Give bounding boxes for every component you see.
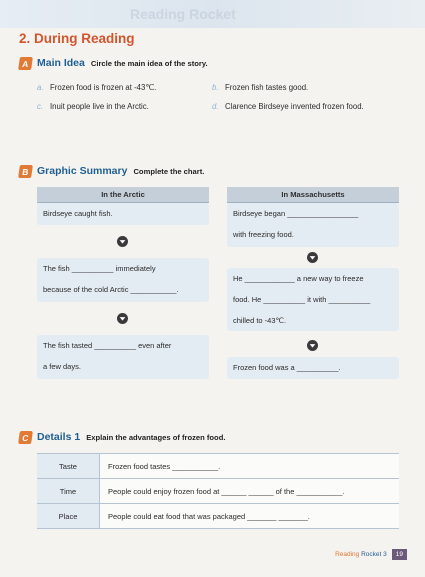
box-line: Birdseye caught fish. <box>43 209 113 218</box>
option-d[interactable] <box>212 102 364 111</box>
page-footer <box>335 549 407 560</box>
table-row <box>37 454 399 479</box>
option-text: Frozen food is frozen at -43℃. <box>50 83 157 92</box>
details-instruction: Explain the advantages of frozen food. <box>86 432 226 442</box>
row-text-answer[interactable]: People could enjoy frozen food at ______ ______ of the ___________. <box>100 479 400 504</box>
option-text: Frozen fish tastes good. <box>225 83 309 92</box>
arrow-down-icon <box>117 313 128 324</box>
box-line: with freezing food. <box>233 230 294 239</box>
option-letter: c. <box>37 102 44 111</box>
box-line: chilled to -43℃. <box>233 316 287 325</box>
row-text-answer[interactable]: People could eat food that was packaged _______ _______. <box>100 504 400 529</box>
main-idea-instruction: Circle the main idea of the story. <box>90 58 208 68</box>
section-badge-c: C <box>18 431 33 444</box>
graphic-summary-title: Graphic Summary <box>37 165 128 177</box>
box-line: The fish tasted __________ even after <box>43 341 172 350</box>
column-header-massachusetts: In Massachusetts <box>227 187 399 203</box>
graphic-summary-heading <box>19 164 204 178</box>
box-line: because of the cold Arctic ___________. <box>43 285 179 294</box>
main-idea-title: Main Idea <box>37 57 85 69</box>
box-line: a few days. <box>43 362 81 371</box>
page-number: 19 <box>392 549 407 560</box>
box-line: food. He __________ it with __________ <box>233 295 371 304</box>
faded-header-text: Reading Rocket <box>130 6 236 22</box>
box-line: Frozen food was a __________. <box>233 363 341 372</box>
page-title: 2. During Reading <box>19 31 135 46</box>
option-letter: d. <box>212 102 219 111</box>
section-badge-a: A <box>18 57 33 70</box>
box-line: The fish __________ immediately <box>43 264 156 273</box>
row-label: Taste <box>37 454 100 479</box>
option-text: Clarence Birdseye invented frozen food. <box>225 102 364 111</box>
book-title <box>335 551 387 558</box>
option-text: Inuit people live in the Arctic. <box>50 102 149 111</box>
option-c[interactable] <box>37 102 149 111</box>
column-header-arctic: In the Arctic <box>37 187 209 203</box>
table-row <box>37 479 399 504</box>
row-text-answer[interactable]: Frozen food tastes ___________. <box>100 454 400 479</box>
option-letter: a. <box>37 83 44 92</box>
arctic-box-1[interactable] <box>37 203 209 225</box>
details-title: Details 1 <box>37 431 81 443</box>
arrow-down-icon <box>307 340 318 351</box>
option-a[interactable] <box>37 83 156 92</box>
details-heading <box>19 430 225 444</box>
row-label: Time <box>37 479 100 504</box>
option-letter: b. <box>212 83 219 92</box>
top-header-band <box>0 0 425 28</box>
option-b[interactable] <box>212 83 308 92</box>
book-title-prefix: Reading <box>335 551 360 558</box>
row-label: Place <box>37 504 100 529</box>
section-badge-b: B <box>18 165 33 178</box>
details-table <box>37 453 399 529</box>
arrow-down-icon <box>117 236 128 247</box>
arctic-box-2[interactable] <box>37 258 209 302</box>
massachusetts-box-1[interactable] <box>227 203 399 247</box>
table-row <box>37 504 399 529</box>
main-idea-heading <box>19 56 208 70</box>
massachusetts-box-3[interactable] <box>227 357 399 379</box>
graphic-summary-instruction: Complete the chart. <box>133 166 205 176</box>
arrow-down-icon <box>307 252 318 263</box>
massachusetts-box-2[interactable] <box>227 268 399 331</box>
box-line: He ____________ a new way to freeze <box>233 274 364 283</box>
box-line: Birdseye began _________________ <box>233 209 359 218</box>
book-title-name: Rocket 3 <box>361 551 387 558</box>
arctic-box-3[interactable] <box>37 335 209 379</box>
